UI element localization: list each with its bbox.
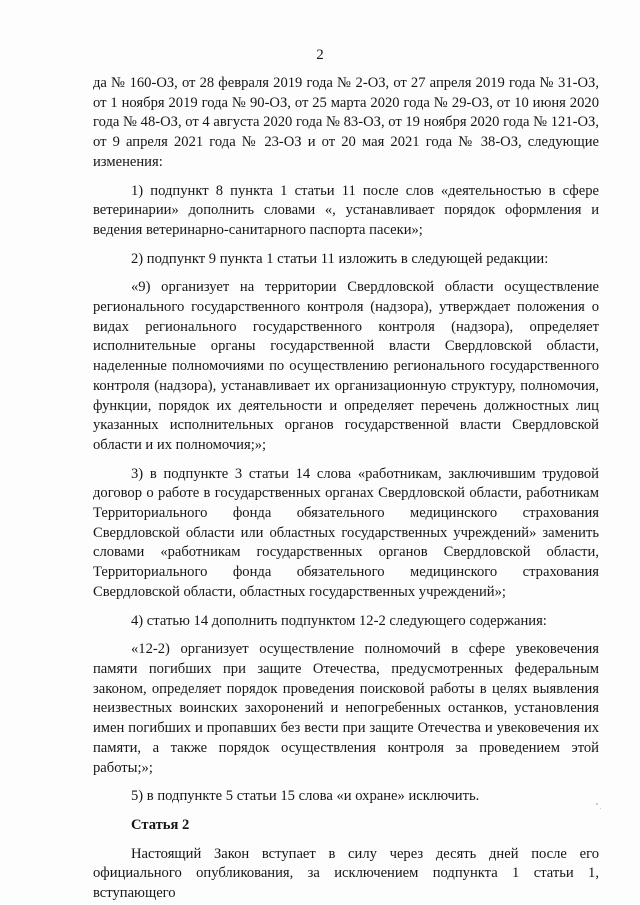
document-body	[93, 74, 599, 904]
paragraph-article-2-text: Настоящий Закон вступает в силу через десять дней после его официального опубликования, за исключением подпункта 1 статьи 1, вступающего	[93, 845, 599, 902]
paragraph-item-5: 5) в подпункте 5 статьи 15 слова «и охране» исключить.	[131, 788, 480, 805]
scan-speck	[600, 808, 601, 809]
paragraph-item-1: 1) подпункт 8 пункта 1 статьи 11 после слов «деятельностью в сфере ветеринарии» дополнить словами «, устанавливает порядок оформления и ведения ветеринарно-санитарного паспорта пасеки»;	[93, 182, 599, 238]
paragraph-item-4: 4) статью 14 дополнить подпунктом 12-2 следующего содержания:	[131, 612, 547, 629]
paragraph-item-2-quote: «9) организует на территории Свердловской области осуществление регионального государственного контроля (надзора), утверждает положения о видах регионального государственного контроля (надзора), определяет исполнительные органы государственной власти Свердловской области, наделенные полномочиями по осуществлению регионального государственного контроля (надзора), устанавливает их организационную структуру, полномочия, функции, порядок их деятельности и определяет перечень должностных лиц указанных исполнительных органов государственной власти Свердловской области и их полномочия;»;	[93, 279, 599, 453]
paragraph-item-4-quote: «12-2) организует осуществление полномочий в сфере увековечения памяти погибших при защите Отечества, предусмотренных федеральным законом, определяет порядок проведения поисковой работы в целях выявления неизвестных воинских захоронений и непогребенных останков, установления имен погибших и пропавших без вести при защите Отечества и увековечения их памяти, а также порядок осуществления контроля за проведением этой работы;»;	[93, 641, 599, 776]
paragraph-intro-continuation: да № 160-ОЗ, от 28 февраля 2019 года № 2-ОЗ, от 27 апреля 2019 года № 31-ОЗ, от 1 ноября 2019 года № 90-ОЗ, от 25 марта 2020 года № 29-ОЗ, от 10 июня 2020 года № 48-ОЗ, от 4 августа 2020 года № 83-ОЗ, от 19 ноября 2020 года № 121-ОЗ, от 9 апреля 2021 года № 23-ОЗ и от 20 мая 2021 года № 38-ОЗ, следующие изменения:	[93, 75, 599, 170]
article-2-heading: Статья 2	[131, 816, 190, 833]
page-number: 2	[316, 47, 324, 63]
paragraph-item-2: 2) подпункт 9 пункта 1 статьи 11 изложить в следующей редакции:	[131, 250, 549, 267]
scan-speck	[596, 803, 598, 805]
paragraph-item-3: 3) в подпункте 3 статьи 14 слова «работникам, заключившим трудовой договор о работе в государственных органах Свердловской области, работникам Территориального фонда обязательного медицинского страхования Свердловской области или областных государственных учреждений» заменить словами «работникам государственных органов Свердловской области, Территориального фонда обязательного медицинского страхования Свердловской области, областных государственных учреждений»;	[93, 465, 599, 600]
